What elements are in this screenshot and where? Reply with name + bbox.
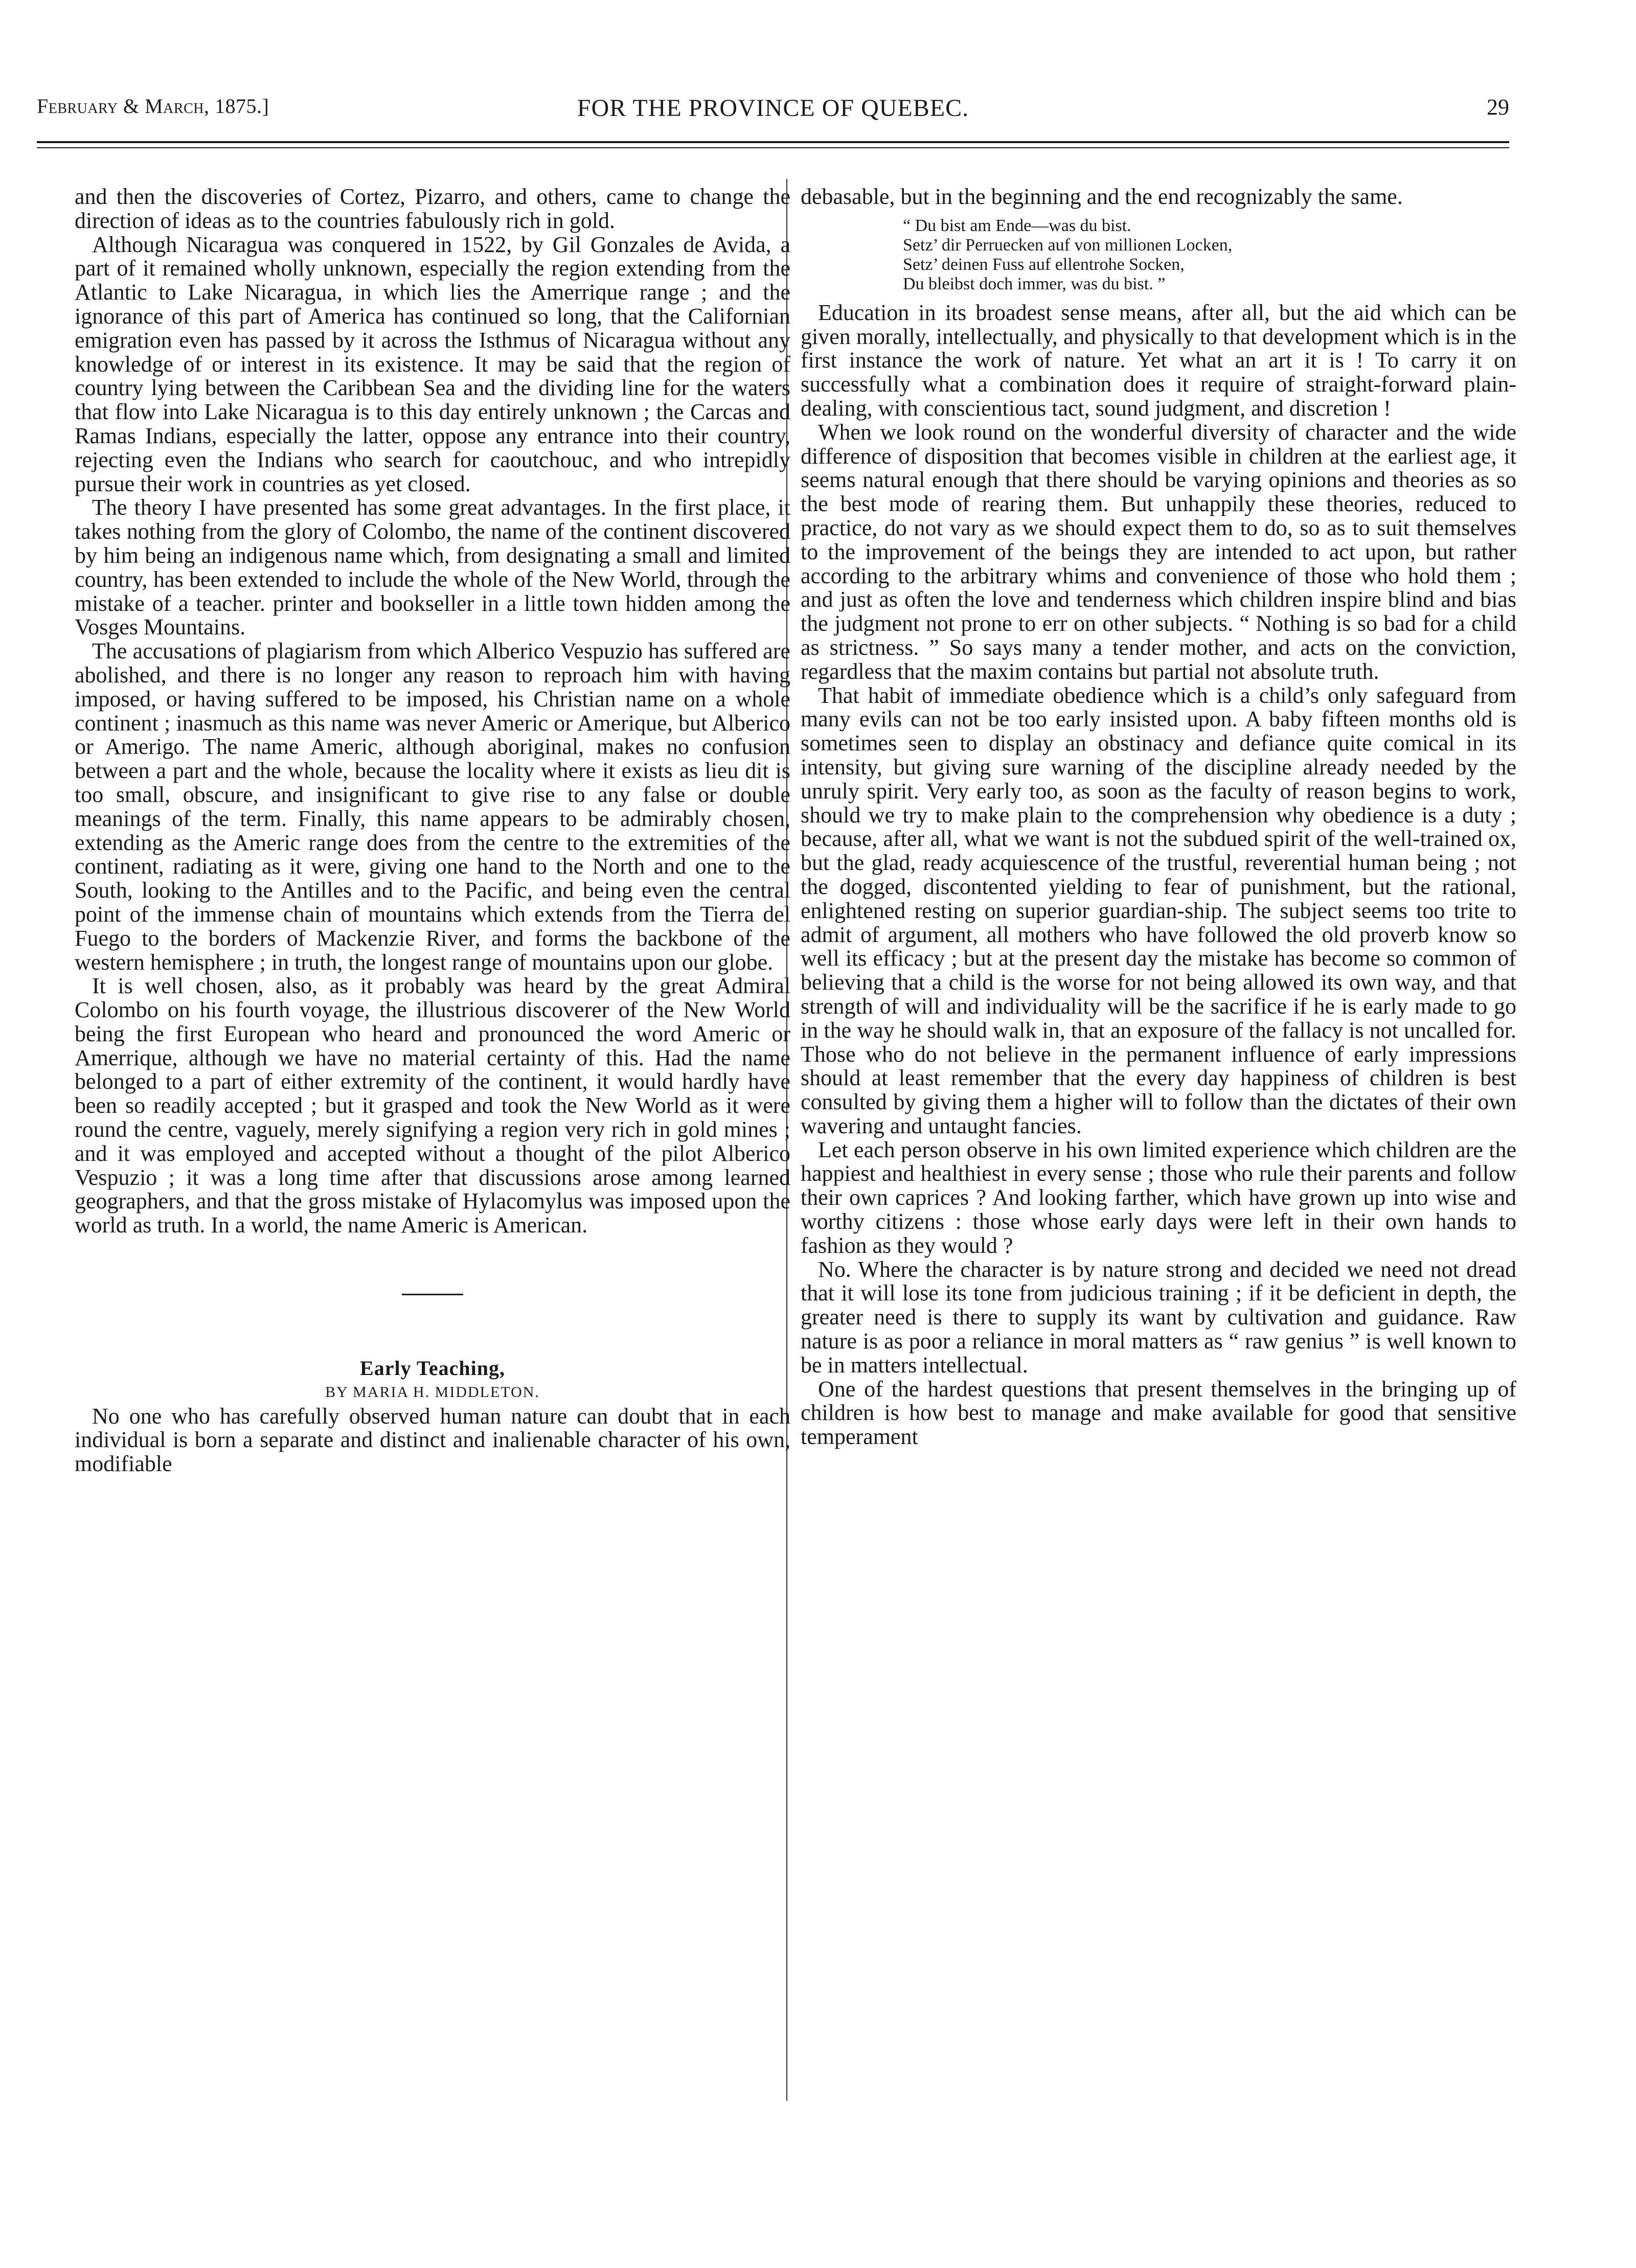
- article-title: Early Teaching,: [360, 1357, 505, 1380]
- quote-line-2: Setz’ dir Perruecken auf von millionen Locken,: [903, 235, 1233, 255]
- right-opening: debasable, but in the beginning and the end recognizably the same.: [801, 184, 1403, 209]
- left-paragraph-1: and then the discoveries of Cortez, Pizarro, and others, came to change the direction of ideas as to the countries fabulously rich in gold.: [75, 184, 790, 233]
- right-paragraph-2: When we look round on the wonderful diversity of character and the wide difference of disposition that becomes visible in children at the earliest age, it seems natural enough that there should be varying opinions and theories as so the best mode of rearing them. But unhappily these theories, reduced to practice, do not vary as we should expect them to do, so as to suit themselves to the improvement of the beings they are intended to act upon, but rather according to the arbitrary whims and convenience of those who hold them ; and just as often the love and tenderness which children inspire blind and bias the judgment not prone to err on other subjects. “ Nothing is so bad for a child as strictness. ” So says many a tender mother, and acts on the conviction, regardless that the maxim contains but partial not absolute truth.: [801, 419, 1516, 684]
- left-column: [75, 185, 790, 1476]
- quote-line-4: Du bleibst doch immer, was du bist. ”: [903, 274, 1166, 293]
- left-paragraph-5: It is well chosen, also, as it probably was heard by the great Admiral Colombo on his fourth voyage, the illustrious discoverer of the New World being the first European who heard and pronounced the word Americ or Amerrique, although we have no material certainty of this. Had the name belonged to a part of either extremity of the continent, it would hardly have been so readily accepted ; but it grasped and took the New World as it were round the centre, vaguely, merely signifying a region very rich in gold mines ; and it was employed and accepted without a thought of the pilot Alberico Vespuzio ; it was a long time after that discussions arose among learned geographers, and that the gross mistake of Hylacomylus was imposed upon the world as truth. In a world, the name Americ is American.: [75, 973, 790, 1238]
- issue-date: February & March, 1875.]: [37, 95, 269, 118]
- quote-line-3: Setz’ deinen Fuss auf ellentrohe Socken,: [903, 255, 1185, 274]
- right-paragraph-4: Let each person observe in his own limited experience which children are the happiest and healthiest in every sense ; those who rule their parents and follow their own caprices ? And looking farther, which have grown up into wise and worthy citizens : those whose early days were left in their own hands to fashion as they would ?: [801, 1137, 1516, 1258]
- article-byline: BY MARIA H. MIDDLETON.: [325, 1383, 540, 1401]
- right-paragraph-3: That habit of immediate obedience which is a child’s only safeguard from many evils can not be too early insisted upon. A baby fifteen months old is sometimes seen to display an obstinacy and defiance quite comical in its intensity, but giving sure warning of the discipline already needed by the unruly spirit. Very early too, as soon as the faculty of reason begins to work, should we try to make plain to the comprehension why obedience is a duty ; because, after all, what we want is not the subdued spirit of the well-trained ox, but the glad, ready acquiescence of the trustful, reverential human being ; not the dogged, discontented yielding to fear of punishment, but the rational, enlightened resting on superior guardian-ship. The subject seems too trite to admit of argument, all mothers who have followed the old proverb know so well its efficacy ; but at the present day the mistake has become so common of believing that a child is the worse for not being allowed its own way, and that strength of will and individuality will be the sacrifice if he is early made to go in the way he should walk in, that an exposure of the fallacy is not uncalled for. Those who do not believe in the permanent influence of early impressions should at least remember that the every day happiness of children is best consulted by giving them a higher will to follow than the dictates of their own wavering and untaught fancies.: [801, 682, 1516, 1138]
- right-paragraph-6: One of the hardest questions that present themselves in the bringing up of children is how best to manage and make available for good that sensitive temperament: [801, 1376, 1516, 1450]
- german-quote: [903, 216, 1516, 294]
- right-paragraph-5: No. Where the character is by nature strong and decided we need not dread that it will lose its tone from judicious training ; if it be deficient in depth, the greater need is there to supply its want by cultivation and guidance. Raw nature is as poor a reliance in moral matters as “ raw genius ” is well known to be in matters intellectual.: [801, 1256, 1516, 1378]
- page-number: 29: [1487, 95, 1509, 120]
- left-paragraph-3: The theory I have presented has some great advantages. In the first place, it takes nothing from the glory of Colombo, the name of the continent discovered by him being an indigenous name which, from designating a small and limited country, has been extended to include the whole of the New World, through the mistake of a teacher. printer and bookseller in a little town hidden among the Vosges Mountains.: [75, 495, 790, 640]
- journal-title: FOR THE PROVINCE OF QUEBEC.: [577, 95, 969, 122]
- article-intro: No one who has carefully observed human nature can doubt that in each individual is born a separate and distinct and inalienable character of his own, modifiable: [75, 1403, 790, 1477]
- left-paragraph-4: The accusations of plagiarism from which Alberico Vespuzio has suffered are abolished, and there is no longer any reason to reproach him with having imposed, or having suffered to be imposed, his Christian name on a whole continent ; inasmuch as this name was never Americ or Amerique, but Alberico or Amerigo. The name Americ, although aboriginal, makes no confusion between a part and the whole, because the locality where it exists as lieu dit is too small, obscure, and insignificant to give rise to any false or double meanings of the term. Finally, this name appears to be admirably chosen, extending as the Americ range does from the centre to the extremities of the continent, radiating as it were, giving one hand to the North and one to the South, looking to the Antilles and to the Pacific, and being even the central point of the immense chain of mountains which extends from the Tierra del Fuego to the borders of Mackenzie River, and forms the backbone of the western hemisphere ; in truth, the longest range of mountains upon our globe.: [75, 638, 790, 975]
- running-header: [37, 94, 1509, 125]
- header-rule-top: [37, 141, 1509, 143]
- left-paragraph-2: Although Nicaragua was conquered in 1522, by Gil Gonzales de Avida, a part of it remained wholly unknown, especially the region extending from the Atlantic to Lake Nicaragua, in which lies the Amerrique range ; and the ignorance of this part of America has continued so long, that the Californian emigration even has passed by it across the Isthmus of Nicaragua without any knowledge of or interest in its existence. It may be said that the region of country lying between the Caribbean Sea and the dividing line for the waters that flow into Lake Nicaragua is to this day entirely unknown ; the Carcas and Ramas Indians, especially the latter, oppose any entrance into their country, rejecting even the Indians who search for caoutchouc, and who intrepidly pursue their work in countries as yet closed.: [75, 232, 790, 496]
- right-column: [801, 185, 1516, 1449]
- right-paragraph-1: Education in its broadest sense means, after all, but the aid which can be given morally, intellectually, and physically to that development which is in the first instance the work of nature. Yet what an art it is ! To carry it on successfully what a combination does it require of straight-forward plain-dealing, with conscientious tact, sound judgment, and discretion !: [801, 300, 1516, 421]
- article-separator: [402, 1294, 463, 1295]
- header-rule-bottom: [37, 147, 1509, 148]
- quote-line-1: “ Du bist am Ende—was du bist.: [903, 216, 1131, 235]
